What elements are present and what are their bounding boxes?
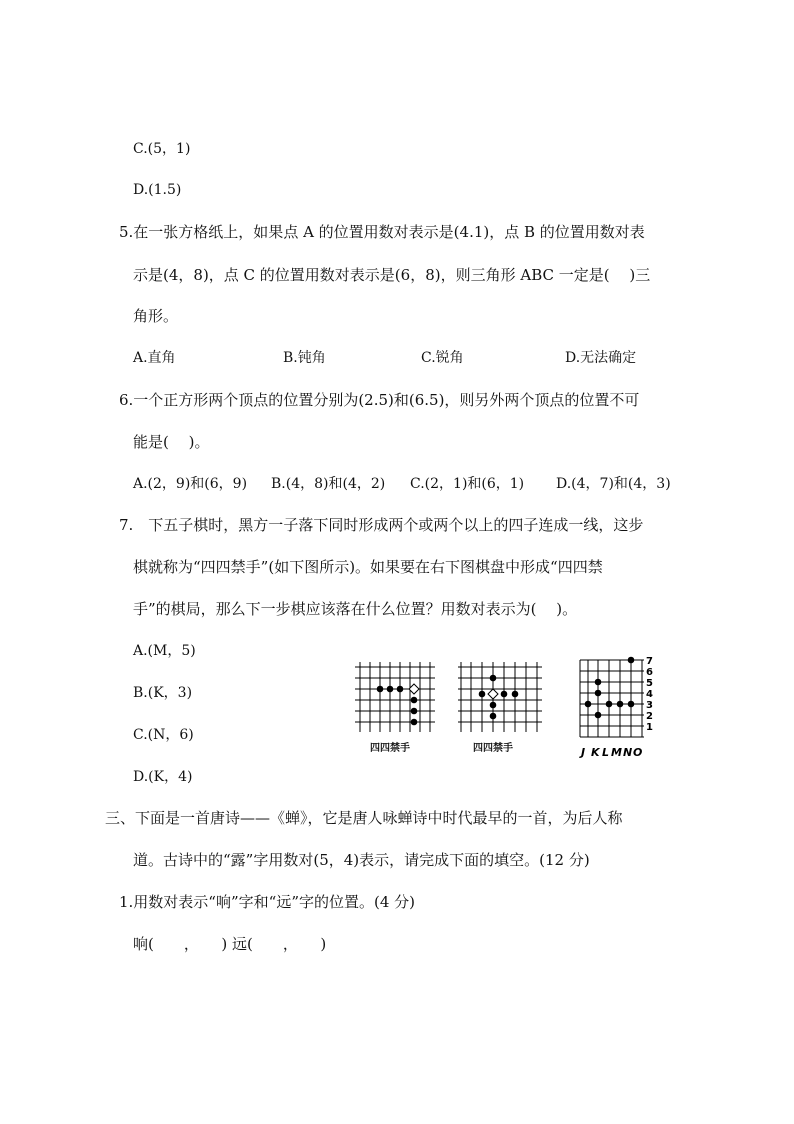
col-label: O [633, 746, 643, 759]
section3-question-1: 1.用数对表示“响”字和“远”字的位置。(4 分) [119, 893, 416, 911]
q5-option-d: D.无法确定 [565, 350, 637, 366]
row-label: 1 [646, 722, 653, 733]
q6-option-d: D.(4，7)和(4，3) [556, 476, 671, 492]
q7-line-3: 手”的棋局，那么下一步棋应该落在什么位置？用数对表示为( )。 [133, 600, 578, 618]
section3-line-1: 三、下面是一首唐诗——《蝉》，它是唐人咏蝉诗中时代最早的一首，为后人称 [105, 809, 623, 827]
black-stone [595, 690, 602, 697]
q5-line-2: 示是(4，8)，点 C 的位置用数对表示是(6，8)，则三角形 ABC 一定是( )三 [133, 266, 651, 284]
row-label: 7 [646, 656, 653, 667]
board-2-caption: 四四禁手 [473, 743, 513, 754]
q6-option-c: C.(2，1)和(6，1) [410, 476, 525, 492]
black-stone [628, 701, 635, 708]
row-label: 4 [646, 689, 653, 700]
black-stone [411, 719, 418, 726]
col-label: N [623, 746, 633, 759]
q7-line-1: 7. 下五子棋时，黑方一子落下同时形成两个或两个以上的四子连成一线，这步 [119, 516, 644, 534]
q5-option-b: B.钝角 [283, 350, 326, 366]
q7-option-d: D.(K，4) [133, 769, 193, 785]
black-stone [595, 712, 602, 719]
black-stone [479, 691, 486, 698]
black-stone [501, 691, 508, 698]
black-stone [512, 691, 519, 698]
q6-option-b: B.(4，8)和(4，2) [271, 476, 386, 492]
board-1-caption: 四四禁手 [370, 743, 410, 754]
black-stone [490, 713, 497, 720]
q7-option-a: A.(M，5) [133, 643, 196, 659]
black-stone [606, 701, 613, 708]
q4-option-d: D.(1.5) [133, 182, 182, 198]
black-stone [490, 675, 497, 682]
row-label: 6 [646, 667, 653, 678]
black-stone [617, 701, 624, 708]
black-stone [377, 686, 384, 693]
black-stone [595, 679, 602, 686]
row-label: 3 [646, 700, 653, 711]
q6-option-a: A.(2，9)和(6，9) [133, 476, 248, 492]
q6-line-2: 能是( )。 [133, 433, 210, 451]
q4-option-c: C.(5，1) [133, 141, 191, 157]
row-label: 2 [646, 711, 653, 722]
black-stone [585, 701, 592, 708]
q7-line-2: 棋就称为“四四禁手”(如下图所示)。如果要在右下图棋盘中形成“四四禁 [133, 558, 603, 576]
black-stone [397, 686, 404, 693]
diamond-marker [488, 689, 498, 699]
q5-line-3: 角形。 [133, 307, 179, 325]
black-stone [387, 686, 394, 693]
col-label: M [611, 746, 622, 759]
q5-option-c: C.锐角 [421, 350, 464, 366]
gomoku-board-2 [458, 662, 542, 732]
row-label: 5 [646, 678, 653, 689]
q5-option-a: A.直角 [133, 350, 176, 366]
black-stone [490, 702, 497, 709]
col-label: K [591, 746, 600, 759]
q7-option-c: C.(N，6) [133, 727, 194, 743]
section3-line-2: 道。古诗中的“露”字用数对(5，4)表示，请完成下面的填空。(12 分) [133, 851, 590, 869]
q5-line-1: 5.在一张方格纸上，如果点 A 的位置用数对表示是(4.1)，点 B 的位置用数对表 [119, 223, 645, 241]
col-label: L [602, 746, 610, 759]
black-stone [628, 657, 635, 664]
q6-line-1: 6.一个正方形两个顶点的位置分别为(2.5)和(6.5)，则另外两个顶点的位置不可 [119, 391, 640, 409]
gomoku-board-3 [576, 656, 656, 761]
black-stone [411, 697, 418, 704]
gomoku-board-1 [355, 662, 435, 732]
section3-answer-line: 响( ， ) 远( ， ) [133, 935, 327, 953]
col-label: J [581, 746, 586, 759]
q7-option-b: B.(K，3) [133, 685, 193, 701]
black-stone [411, 708, 418, 715]
